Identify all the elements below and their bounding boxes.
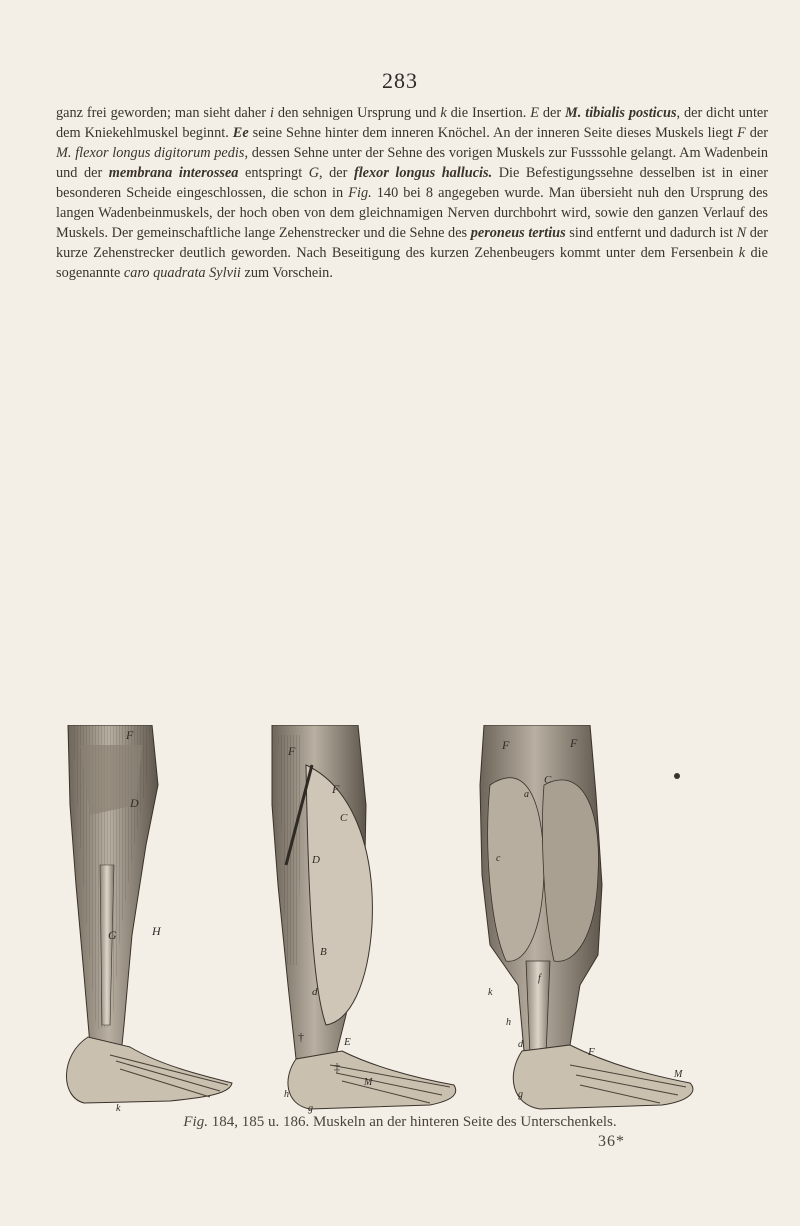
- text-run: Die Befestigungssehne desselben ist in einer besonderen Scheide eingeschlossen, die schon in: [56, 165, 769, 201]
- text-run: Fig.: [348, 185, 372, 201]
- svg-text:d: d: [518, 1039, 523, 1050]
- svg-text:‡: ‡: [334, 1060, 340, 1074]
- body-paragraph: [56, 103, 768, 283]
- text-run: , der: [319, 165, 354, 181]
- svg-text:f: f: [538, 973, 541, 984]
- text-run: membrana interossea: [108, 165, 239, 181]
- svg-text:F: F: [588, 1046, 595, 1058]
- text-run: die sogenannte: [56, 245, 768, 281]
- figure-184: [66, 725, 232, 1114]
- leg-illustrations: [50, 725, 750, 1115]
- svg-text:B: B: [320, 946, 327, 958]
- text-run: der: [538, 105, 566, 121]
- caption-text: 184, 185 u. 186. Muskeln an der hinteren Seite des Unterschenkels.: [211, 1114, 617, 1130]
- svg-text:C: C: [544, 774, 552, 786]
- text-run: N: [736, 225, 747, 241]
- svg-text:c: c: [496, 853, 501, 864]
- text-run: Ee: [232, 125, 249, 141]
- text-run: i: [269, 105, 274, 121]
- text-run: , der dicht unter dem Kniekehlmuskel beginnt.: [56, 105, 769, 141]
- text-run: F: [737, 125, 746, 141]
- text-run: zum Vorschein.: [240, 265, 333, 281]
- printer-signature: 36*: [598, 1133, 625, 1150]
- text-run: E: [530, 105, 539, 121]
- text-run: sind entfernt und dadurch ist: [565, 225, 737, 241]
- svg-text:F: F: [570, 736, 578, 750]
- svg-text:h: h: [284, 1089, 289, 1100]
- caption-fig-label: Fig.: [183, 1114, 208, 1130]
- text-run: entspringt: [238, 165, 309, 181]
- svg-text:M: M: [364, 1077, 373, 1088]
- svg-text:C: C: [340, 812, 348, 824]
- svg-text:D: D: [130, 796, 139, 810]
- svg-text:F: F: [126, 728, 134, 742]
- svg-text:a: a: [524, 789, 529, 800]
- svg-text:F: F: [502, 738, 510, 752]
- svg-text:d: d: [312, 986, 318, 998]
- figure-caption: [0, 1114, 800, 1131]
- page-number: 283: [382, 68, 418, 93]
- text-run: M. flexor longus digitorum pedis: [56, 145, 245, 161]
- svg-text:M: M: [674, 1069, 683, 1080]
- text-run: caro quadrata Sylvii: [123, 265, 241, 281]
- text-run: flexor longus hallucis.: [353, 165, 493, 181]
- text-run: G: [308, 165, 320, 181]
- svg-text:F: F: [288, 744, 296, 758]
- svg-text:E: E: [344, 1036, 351, 1048]
- text-run: ganz frei geworden; man sieht daher: [56, 105, 270, 121]
- svg-text:g: g: [518, 1089, 523, 1100]
- svg-text:D: D: [312, 854, 320, 866]
- text-run: den sehnigen Ursprung und: [273, 105, 441, 121]
- svg-text:k: k: [488, 987, 493, 998]
- anatomical-plate: [50, 725, 750, 1115]
- text-run: M. tibialis posticus: [565, 105, 677, 121]
- svg-text:G: G: [108, 928, 117, 942]
- text-run: , dessen Sehne unter der Sehne des vorigen Muskels zur Fusssohle gelangt. Am Wadenbein und der: [56, 145, 769, 181]
- figure-186: [480, 725, 693, 1109]
- text-run: k: [738, 245, 746, 261]
- text-run: peroneus tertius: [470, 225, 566, 241]
- svg-text:†: †: [298, 1030, 304, 1044]
- svg-text:F: F: [332, 782, 340, 796]
- text-run: 140 bei 8 angegeben wurde. Man übersieht nuh den Ursprung des langen Wadenbeinmuskels, der hoch oben von dem gleichnamigen Nerven durchbohrt wird, sowie den ganzen Verlauf des Muskels. Der gemeinschaftliche lange Zehenstrecker und die Sehne des: [56, 185, 768, 241]
- text-run: seine Sehne hinter dem inneren Knöchel. An der inneren Seite dieses Muskels liegt: [248, 125, 737, 141]
- text-run: k: [440, 105, 447, 121]
- svg-text:H: H: [152, 924, 161, 938]
- svg-text:g: g: [308, 1103, 313, 1114]
- text-run: der kurze Zehenstrecker deutlich geworden. Nach Beseitigung des kurzen Zehenbeugers kommt unter dem Fersenbein: [56, 225, 768, 261]
- text-run: der: [745, 125, 768, 141]
- figure-185: [272, 725, 456, 1114]
- text-run: die Insertion.: [446, 105, 531, 121]
- svg-text:h: h: [506, 1017, 511, 1028]
- svg-text:k: k: [116, 1103, 121, 1114]
